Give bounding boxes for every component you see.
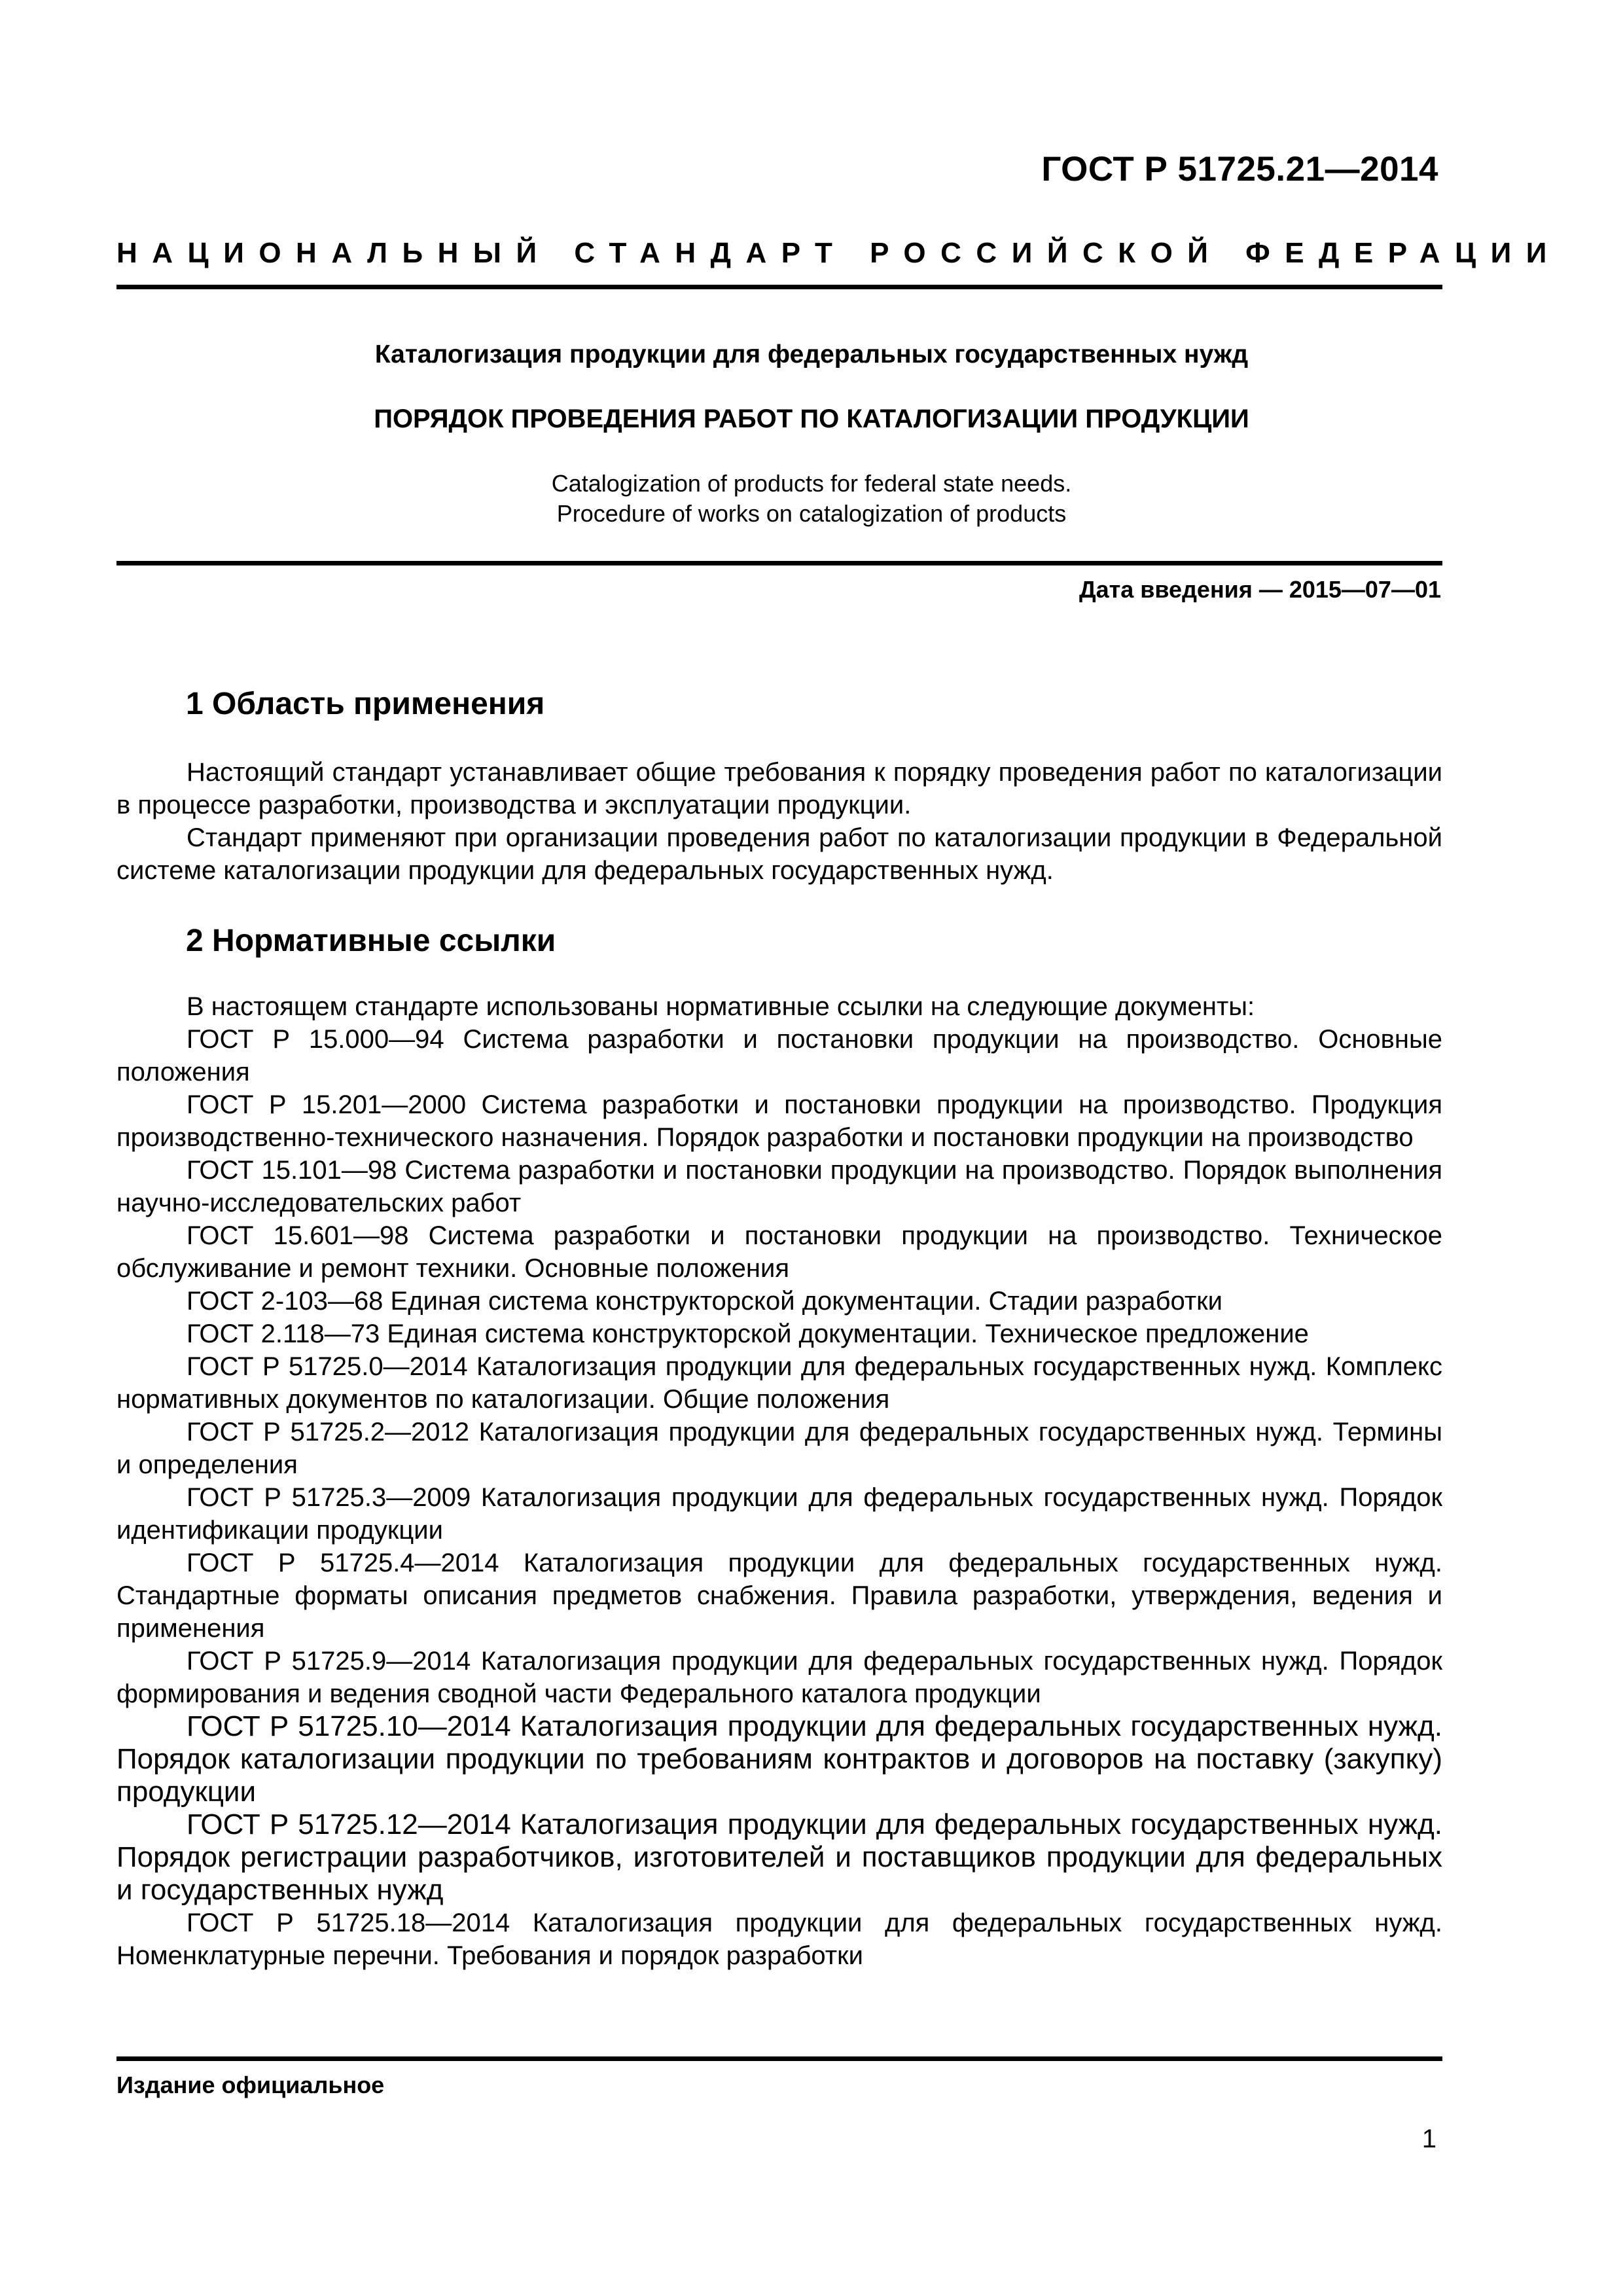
reference-item: ГОСТ Р 51725.0—2014 Каталогизация продукции для федеральных государственных нужд. Комплекс нормативных документов по каталогизации. Общие положения [116, 1352, 1442, 1414]
english-title-line-1: Catalogization of products for federal state needs. [551, 470, 1072, 497]
paragraph: В настоящем стандарте использованы нормативные ссылки на следующие документы: [187, 992, 1255, 1021]
reference-item: ГОСТ Р 51725.3—2009 Каталогизация продукции для федеральных государственных нужд. Порядок идентификации продукции [116, 1483, 1442, 1545]
english-title-line-2: Procedure of works on catalogization of products [556, 500, 1067, 527]
reference-item: ГОСТ Р 51725.18—2014 Каталогизация продукции для федеральных государственных нужд. Номенклатурные перечни. Требования и порядок разработки [116, 1909, 1442, 1970]
paragraph: Стандарт применяют при организации проведения работ по каталогизации продукции в Федеральной системе каталогизации продукции для федеральных государственных нужд. [116, 823, 1442, 885]
reference-item: ГОСТ 15.101—98 Система разработки и постановки продукции на производство. Порядок выполнения научно-исследовательских работ [116, 1156, 1442, 1217]
reference-item: ГОСТ Р 51725.2—2012 Каталогизация продукции для федеральных государственных нужд. Термины и определения [116, 1418, 1442, 1479]
main-title: ПОРЯДОК ПРОВЕДЕНИЯ РАБОТ ПО КАТАЛОГИЗАЦИИ ПРОДУКЦИИ [374, 404, 1249, 433]
paragraph: Настоящий стандарт устанавливает общие требования к порядку проведения работ по каталогизации в процессе разработки, производства и эксплуатации продукции. [116, 758, 1442, 819]
reference-item: ГОСТ Р 51725.10—2014 Каталогизация продукции для федеральных государственных нужд. Порядок каталогизации продукции по требованиям контрактов и договоров на поставку (закупку) продукции [116, 1710, 1442, 1808]
reference-item: ГОСТ 2-103—68 Единая система конструкторской документации. Стадии разработки [187, 1287, 1223, 1316]
document-code: ГОСТ Р 51725.21—2014 [1041, 150, 1438, 188]
section-1-heading: 1 Область применения [186, 687, 545, 721]
section-1-body [116, 756, 1442, 887]
category-title: Каталогизация продукции для федеральных государственных нужд [374, 340, 1249, 368]
reference-item: ГОСТ Р 51725.12—2014 Каталогизация продукции для федеральных государственных нужд. Порядок регистрации разработчиков, изготовителей и поставщиков продукции для федеральных и государственных нужд [116, 1808, 1442, 1906]
english-title [0, 469, 1623, 529]
section-2-body [116, 990, 1442, 1972]
introduction-date: Дата введения — 2015—07—01 [1079, 576, 1441, 603]
title-divider [116, 561, 1442, 565]
footer-divider [116, 2056, 1442, 2061]
reference-item: ГОСТ 2.118—73 Единая система конструкторской документации. Техническое предложение [187, 1319, 1309, 1348]
official-edition-label: Издание официальное [116, 2072, 385, 2098]
reference-item: ГОСТ Р 15.201—2000 Система разработки и постановки продукции на производство. Продукция производственно-технического назначения. Порядок разработки и постановки продукции на производство [116, 1090, 1442, 1152]
reference-item: ГОСТ Р 51725.4—2014 Каталогизация продукции для федеральных государственных нужд. Стандартные форматы описания предметов снабжения. Правила разработки, утверждения, ведения и применения [116, 1549, 1442, 1643]
national-standard-banner: НАЦИОНАЛЬНЫЙ СТАНДАРТ РОССИЙСКОЙ ФЕДЕРАЦИИ [116, 237, 1561, 269]
reference-item: ГОСТ Р 15.000—94 Система разработки и постановки продукции на производство. Основные положения [116, 1025, 1442, 1086]
reference-item: ГОСТ 15.601—98 Система разработки и постановки продукции на производство. Техническое обслуживание и ремонт техники. Основные положения [116, 1221, 1442, 1283]
page-number: 1 [1421, 2125, 1436, 2153]
top-divider [116, 285, 1442, 289]
reference-item: ГОСТ Р 51725.9—2014 Каталогизация продукции для федеральных государственных нужд. Порядок формирования и ведения сводной части Федерального каталога продукции [116, 1647, 1442, 1708]
section-2-heading: 2 Нормативные ссылки [186, 924, 556, 958]
